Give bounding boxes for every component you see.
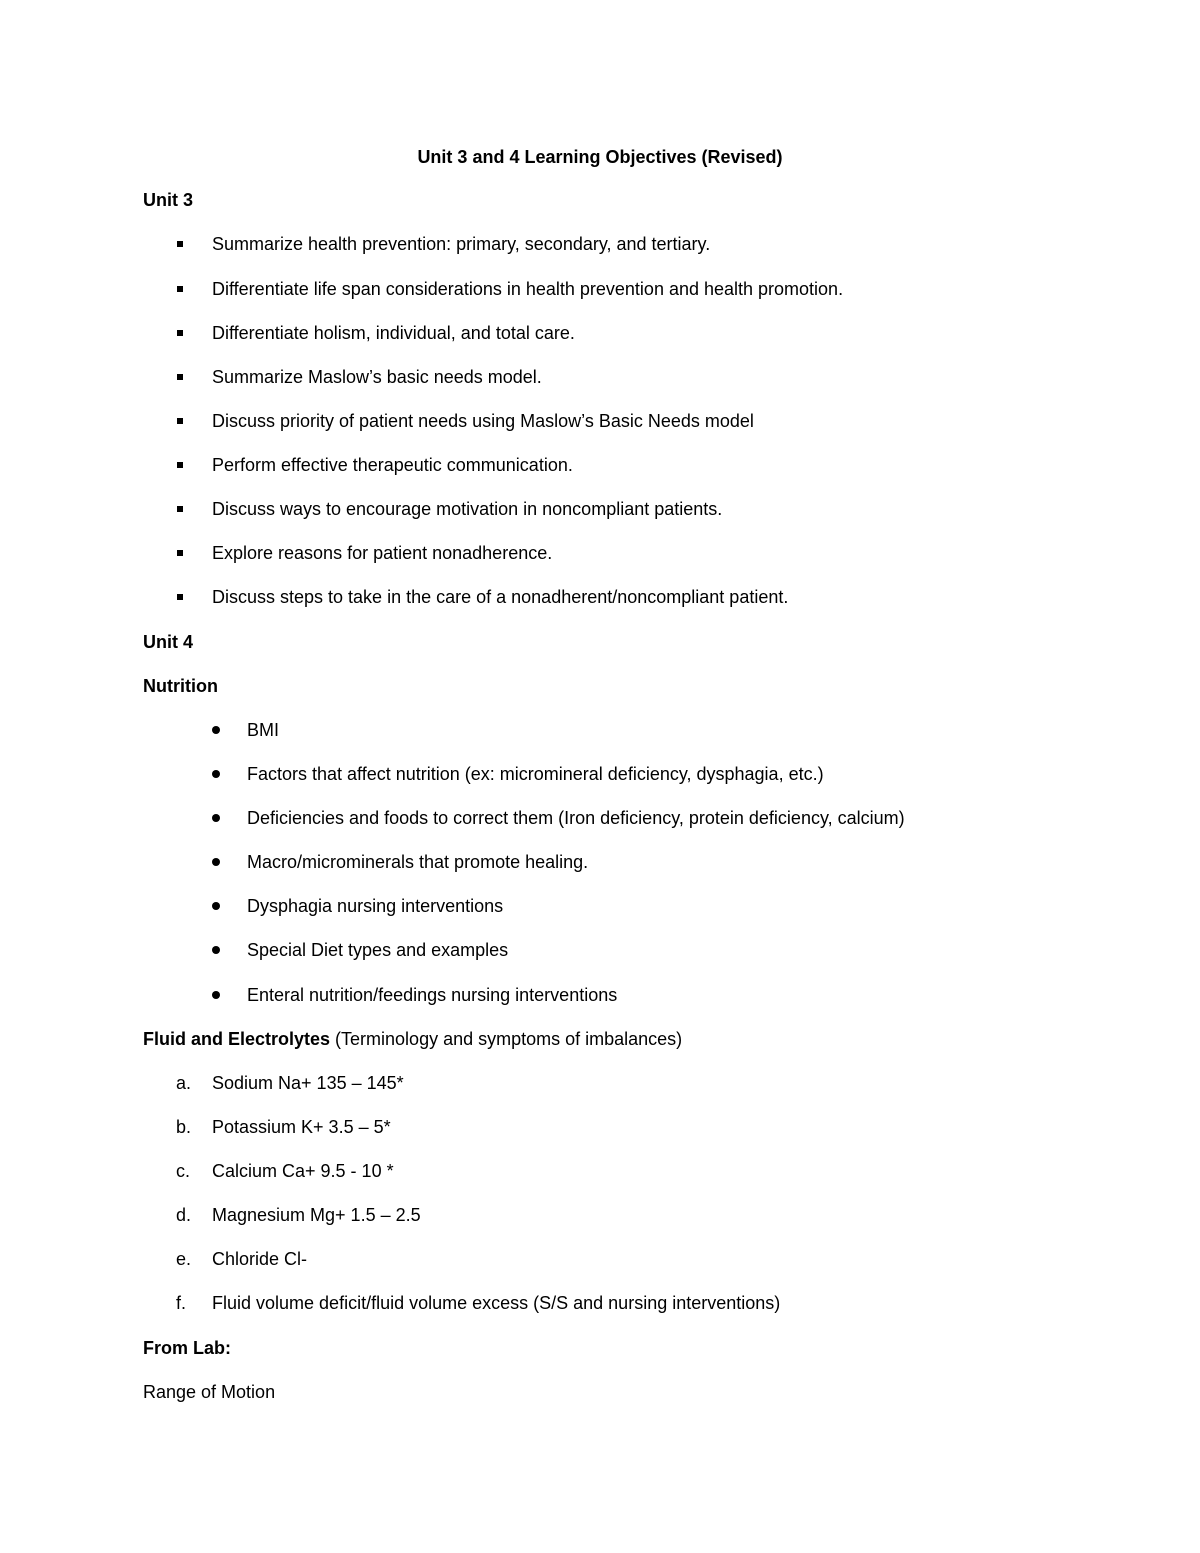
list-item-text: Factors that affect nutrition (ex: micromineral deficiency, dysphagia, etc.) <box>247 764 824 784</box>
square-bullet-icon <box>177 374 183 380</box>
list-item-text: Perform effective therapeutic communication. <box>212 455 573 475</box>
list-item-text: Potassium K+ 3.5 – 5* <box>212 1117 391 1137</box>
list-item-text: Magnesium Mg+ 1.5 – 2.5 <box>212 1205 421 1225</box>
list-item-text: Summarize Maslow’s basic needs model. <box>212 367 542 387</box>
from-lab-heading: From Lab: <box>143 1338 231 1358</box>
round-bullet-icon <box>212 991 220 999</box>
round-bullet-icon <box>212 814 220 822</box>
list-item-text: BMI <box>247 720 280 740</box>
list-item-text: Macro/microminerals that promote healing. <box>247 852 589 872</box>
list-item-text: Deficiencies and foods to correct them (Iron deficiency, protein deficiency, calcium) <box>247 808 905 828</box>
square-bullet-icon <box>177 418 183 424</box>
square-bullet-icon <box>177 330 183 336</box>
list-item-text: Chloride Cl- <box>212 1249 308 1269</box>
list-item-marker: d. <box>176 1205 192 1225</box>
list-item-text: Discuss priority of patient needs using Maslow’s Basic Needs model <box>212 411 754 431</box>
range-of-motion-text: Range of Motion <box>143 1382 276 1402</box>
list-item-text: Summarize health prevention: primary, secondary, and tertiary. <box>212 234 711 254</box>
square-bullet-icon <box>177 241 183 247</box>
fluids-heading-note: (Terminology and symptoms of imbalances) <box>330 1029 683 1049</box>
square-bullet-icon <box>177 462 183 468</box>
list-item-marker: f. <box>176 1293 187 1313</box>
round-bullet-icon <box>212 946 220 954</box>
list-item-text: Differentiate holism, individual, and total care. <box>212 323 575 343</box>
list-item-text: Discuss steps to take in the care of a nonadherent/noncompliant patient. <box>212 587 789 607</box>
fluids-heading-bold: Fluid and Electrolytes <box>143 1029 331 1049</box>
list-item-text: Special Diet types and examples <box>247 940 509 960</box>
fluids-heading <box>143 1025 682 1053</box>
list-item-text: Dysphagia nursing interventions <box>247 896 504 916</box>
square-bullet-icon <box>177 594 183 600</box>
list-item-text: Differentiate life span considerations in health prevention and health promotion. <box>212 279 844 299</box>
square-bullet-icon <box>177 506 183 512</box>
list-item-marker: e. <box>176 1249 192 1269</box>
list-item-marker: c. <box>176 1161 191 1181</box>
list-item-text: Enteral nutrition/feedings nursing interventions <box>247 985 618 1005</box>
unit-4-heading: Unit 4 <box>143 632 194 652</box>
unit-3-heading: Unit 3 <box>143 190 194 210</box>
round-bullet-icon <box>212 902 220 910</box>
square-bullet-icon <box>177 550 183 556</box>
list-item-text: Discuss ways to encourage motivation in noncompliant patients. <box>212 499 723 519</box>
round-bullet-icon <box>212 858 220 866</box>
round-bullet-icon <box>212 770 220 778</box>
list-item-text: Sodium Na+ 135 – 145* <box>212 1073 404 1093</box>
list-item-text: Explore reasons for patient nonadherence. <box>212 543 553 563</box>
list-item-text: Calcium Ca+ 9.5 - 10 * <box>212 1161 394 1181</box>
round-bullet-icon <box>212 726 220 734</box>
square-bullet-icon <box>177 286 183 292</box>
nutrition-heading: Nutrition <box>143 676 218 696</box>
list-item-text: Fluid volume deficit/fluid volume excess (S/S and nursing interventions) <box>212 1293 781 1313</box>
list-item-marker: a. <box>176 1073 192 1093</box>
list-item-marker: b. <box>176 1117 192 1137</box>
document-title: Unit 3 and 4 Learning Objectives (Revised) <box>417 147 783 167</box>
